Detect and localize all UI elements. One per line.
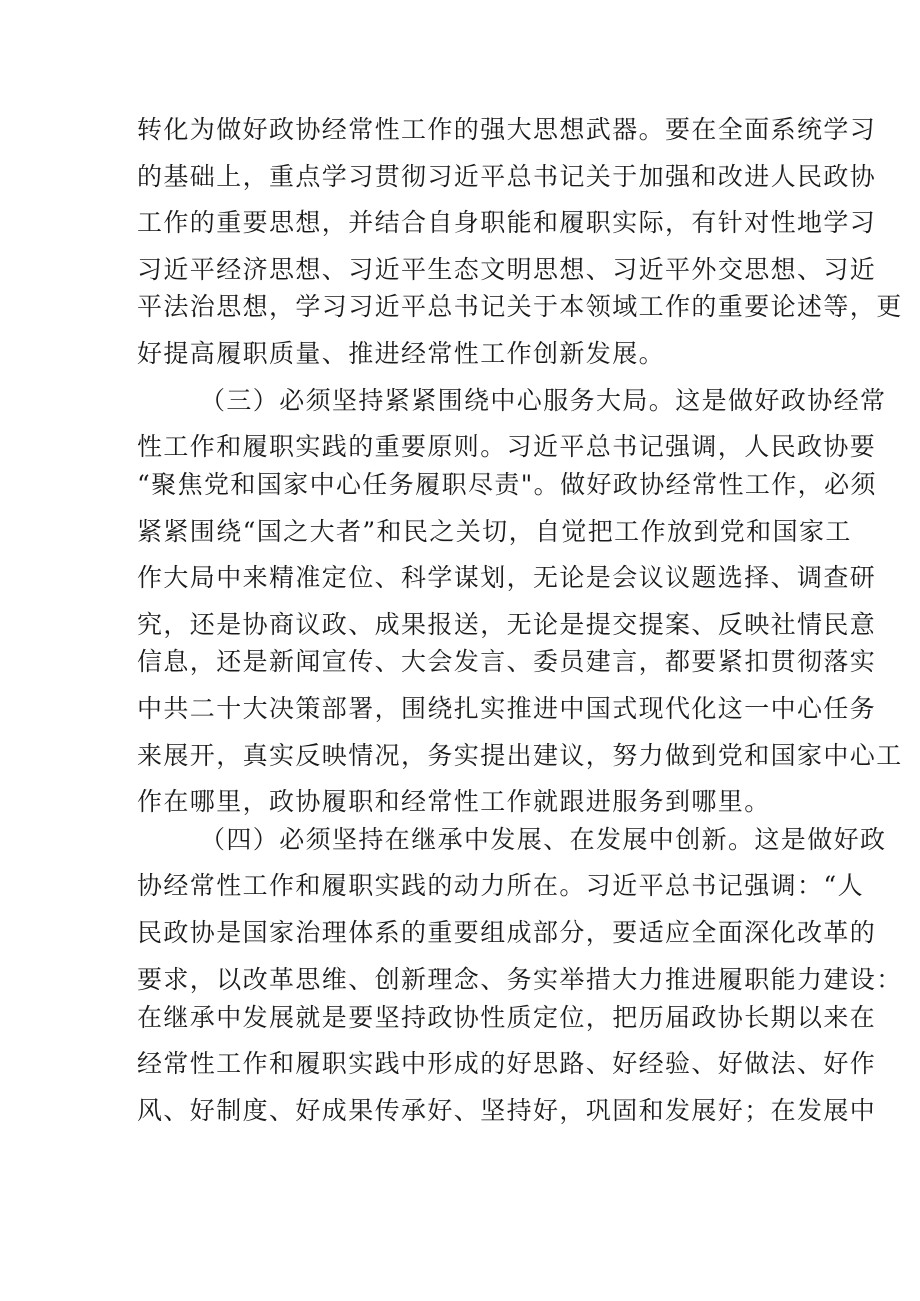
body-text-line: 经常性工作和履职实践中形成的好思路、好经验、好做法、好作: [137, 1049, 877, 1078]
body-text-line: 好提高履职质量、推进经常性工作创新发展。: [137, 339, 666, 368]
body-text-line: 来展开，真实反映情况，务实提出建议，努力做到党和国家中心工: [137, 741, 903, 770]
body-text-line: 要求，以改革思维、创新理念、务实举措大力推进履职能力建设：: [137, 965, 903, 994]
body-text-line: 协经常性工作和履职实践的动力所在。习近平总书记强调：“人: [137, 871, 864, 900]
body-text-line: 在继承中发展就是要坚持政协性质定位，把历届政协长期以来在: [137, 1003, 877, 1032]
body-text-line: 中共二十大决策部署，围绕扎实推进中国式现代化这一中心任务: [137, 694, 877, 723]
body-text-line: 工作的重要思想，并结合自身职能和履职实际，有针对性地学习: [137, 208, 877, 237]
body-text-line: “聚焦党和国家中心任务履职尽责"。做好政协经常性工作，必须: [137, 470, 877, 499]
body-text-line: 风、好制度、好成果传承好、坚持好，巩固和发展好；在发展中: [137, 1096, 877, 1125]
body-text-line: 转化为做好政协经常性工作的强大思想武器。要在全面系统学习: [137, 115, 877, 144]
section-heading-4: （四）必须坚持在继承中发展、在发展中创新。这是做好政: [200, 825, 887, 854]
body-text-line: 的基础上，重点学习贯彻习近平总书记关于加强和改进人民政协: [137, 162, 877, 191]
body-text-line: 作在哪里，政协履职和经常性工作就跟进服务到哪里。: [137, 787, 771, 816]
body-text-line: 紧紧围绕“国之大者”和民之关切，自觉把工作放到党和国家工: [137, 517, 852, 546]
body-text-line: 平法治思想，学习习近平总书记关于本领域工作的重要论述等，更: [137, 292, 903, 321]
body-text-line: 究，还是协商议政、成果报送，无论是提交提案、反映社情民意: [137, 610, 877, 639]
body-text-line: 习近平经济思想、习近平生态文明思想、习近平外交思想、习近: [137, 255, 877, 284]
body-text-line: 信息，还是新闻宣传、大会发言、委员建言，都要紧扣贯彻落实: [137, 647, 877, 676]
body-text-line: 民政协是国家治理体系的重要组成部分，要适应全面深化改革的: [137, 918, 877, 947]
body-text-line: 性工作和履职实践的重要原则。习近平总书记强调，人民政协要: [137, 432, 877, 461]
section-heading-3: （三）必须坚持紧紧围绕中心服务大局。这是做好政协经常: [200, 386, 887, 415]
body-text-line: 作大局中来精准定位、科学谋划，无论是会议议题选择、调查研: [137, 563, 877, 592]
